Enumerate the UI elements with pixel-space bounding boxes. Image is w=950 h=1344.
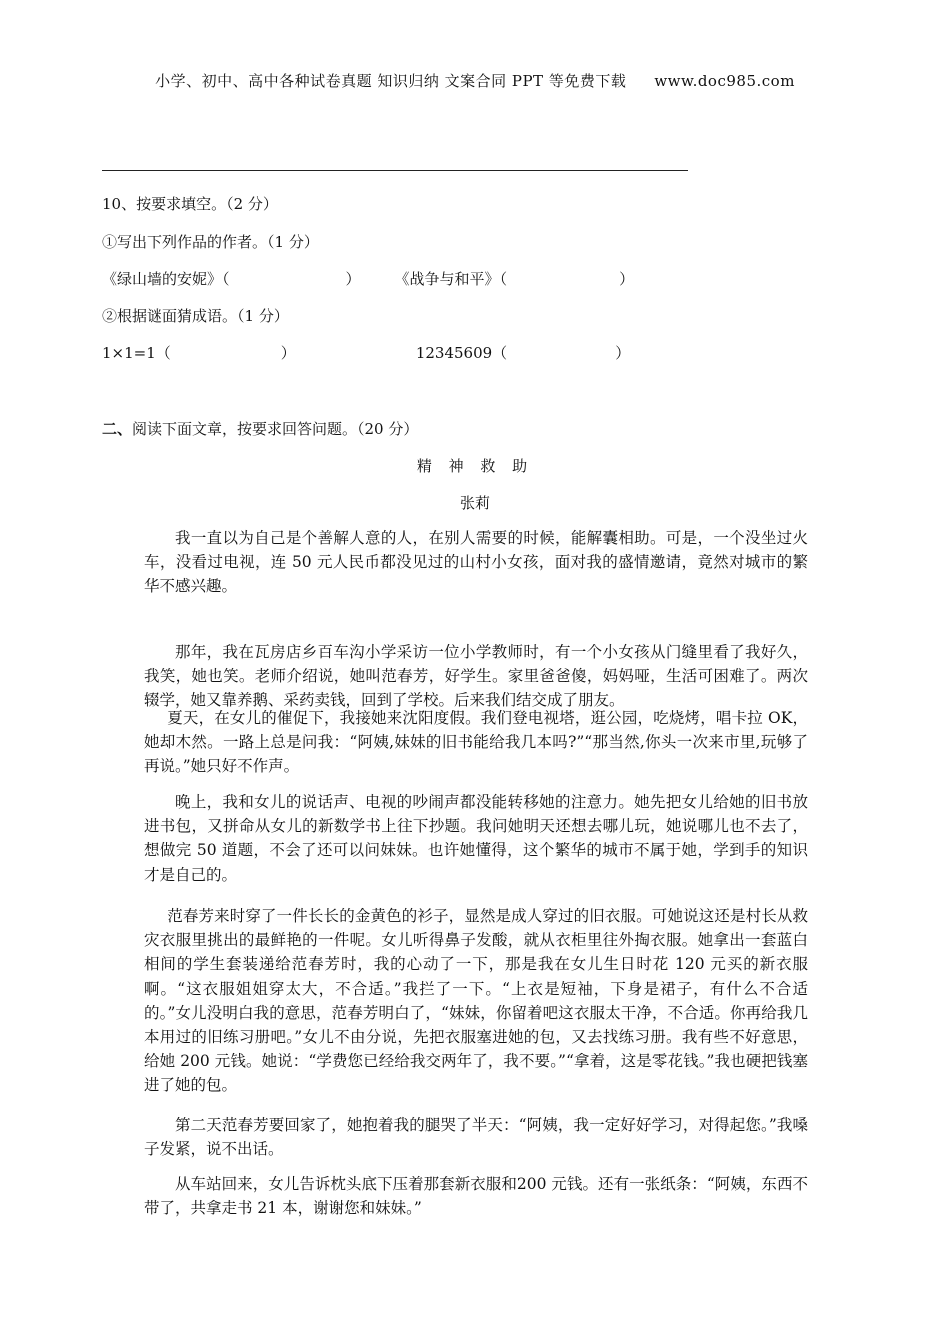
answer-line	[102, 170, 688, 171]
riddle-1: 1×1=1	[102, 344, 156, 362]
article-paragraph-4: 晚上，我和女儿的说话声、电视的吵闹声都没能转移她的注意力。她先把女儿给她的旧书放进书包，又拼命从女儿的新数学书上往下抄题。我问她明天还想去哪儿玩，她说哪儿也不去了，想做完 50 道题，不会了还可以问妹妹。也许她懂得，这个繁华的城市不属于她，学到手的知识才是自己的。	[144, 793, 808, 884]
question-10-part2-prompt: ②根据谜面猜成语。（1 分）	[102, 307, 289, 325]
article-paragraph-7: 从车站回来，女儿告诉枕头底下压着那套新衣服和200 元钱。还有一张纸条：“阿姨，东西不带了，共拿走书 21 本，谢谢您和妹妹。”	[144, 1175, 808, 1218]
book-1-title: 《绿山墙的安妮》	[102, 270, 223, 288]
riddle-2: 12345609	[415, 344, 493, 362]
question-10-part1-row: 《绿山墙的安妮》（ ） 《战争与和平》（ ）	[102, 270, 635, 288]
article-paragraph-1: 我一直以为自己是个善解人意的人，在别人需要的时候，能解囊相助。可是，一个没坐过火车，没看过电视，连 50 元人民币都没见过的山村小女孩，面对我的盛情邀请，竟然对城市的繁华不感兴趣。	[144, 529, 808, 596]
question-10-part2-row: 1×1=1（ ） 12345609（ ）	[102, 344, 631, 362]
article-paragraph-2: 那年，我在瓦房店乡百车沟小学采访一位小学教师时，有一个小女孩从门缝里看了我好久，我笑，她也笑。老师介绍说，她叫范春芳，好学生。家里爸爸傻，妈妈哑，生活可困难了。两次辍学，她又靠养鹅、采药卖钱，回到了学校。后来我们结交成了朋友。	[144, 643, 808, 710]
section-2-label: 二、	[102, 420, 133, 438]
article-author: 张莉	[459, 494, 490, 512]
header-site: www.doc985.com	[654, 72, 795, 90]
article-title: 精 神 救 助	[416, 457, 534, 475]
question-10-title: 10、按要求填空。（2 分）	[102, 195, 278, 213]
article-paragraph-3: 夏天，在女儿的催促下，我接她来沈阳度假。我们登电视塔，逛公园，吃烧烤，唱卡拉 OK，她却木然。一路上总是问我：“阿姨,妹妹的旧书能给我几本吗?”“那当然,你头一次来市里,玩够了再说。”她只好不作声。	[144, 709, 808, 776]
article-paragraph-5: 范春芳来时穿了一件长长的金黄色的衫子，显然是成人穿过的旧衣服。可她说这还是村长从救灾衣服里挑出的最鲜艳的一件呢。女儿听得鼻子发酸，就从衣柜里往外掏衣服。她拿出一套蓝白相间的学生套装递给范春芳时，我的心动了一下，那是我在女儿生日时花 120 元买的新衣服啊。“这衣服姐姐穿太大，不合适。”我拦了一下。“上衣是短袖，下身是裙子，有什么不合适的。”女儿没明白我的意思，范春芳明白了，“妹妹，你留着吧这衣服太干净，不合适。你再给我几本用过的旧练习册吧。”女儿不由分说，先把衣服塞进她的包，又去找练习册。我有些不好意思，给她 200 元钱。她说：“学费您已经给我交两年了，我不要。”“拿着，这是零花钱。”我也硬把钱塞进了她的包。	[144, 907, 808, 1095]
book-2-title: 《战争与和平》	[394, 270, 500, 288]
question-10-part1-prompt: ①写出下列作品的作者。（1 分）	[102, 233, 319, 251]
section-2-heading	[102, 418, 418, 439]
section-2-instruction: 阅读下面文章，按要求回答问题。（20 分）	[132, 420, 419, 438]
header-text: 小学、初中、高中各种试卷真题 知识归纳 文案合同 PPT 等免费下载	[155, 72, 627, 90]
page-header	[0, 70, 950, 91]
article-paragraph-6: 第二天范春芳要回家了，她抱着我的腿哭了半天：“阿姨，我一定好好学习，对得起您。”我嗓子发紧，说不出话。	[144, 1116, 808, 1159]
